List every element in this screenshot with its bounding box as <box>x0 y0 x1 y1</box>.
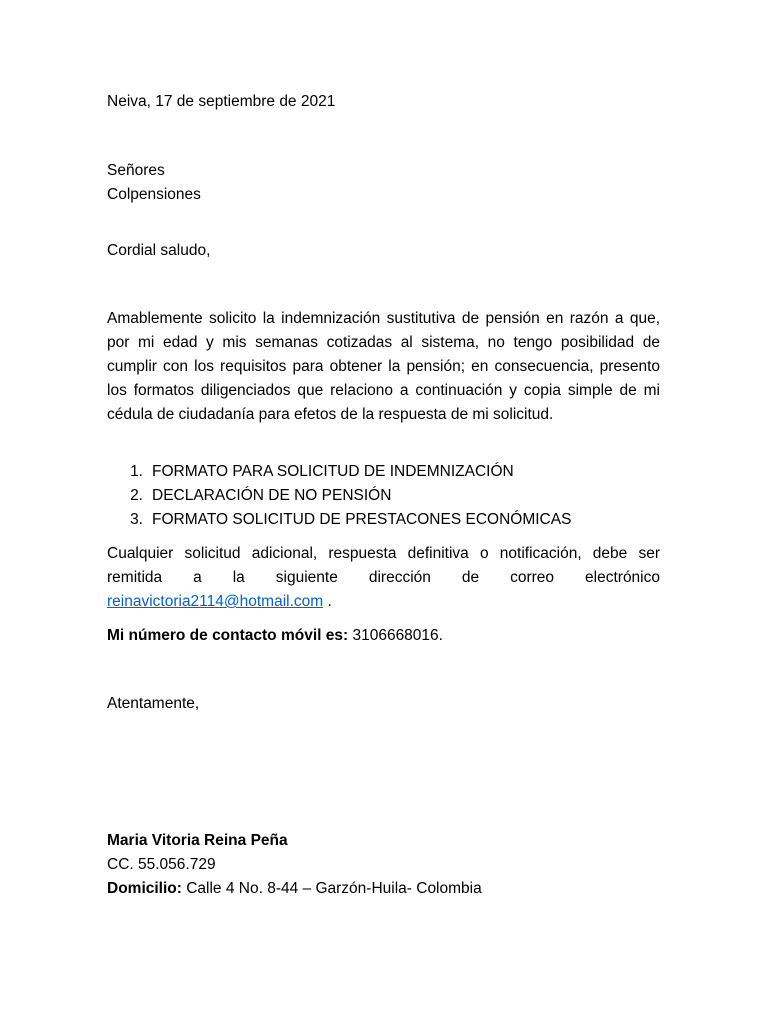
list-item <box>107 508 660 532</box>
contact-line: Cualquier solicitud adicional, respuesta definitiva o notificación, debe ser <box>107 545 660 562</box>
list-item <box>107 484 660 508</box>
address-value: Calle 4 No. 8-44 – Garzón-Huila- Colombia <box>181 880 482 897</box>
recipient-block <box>107 159 660 207</box>
address-label: Domicilio: <box>107 880 182 897</box>
signature-block <box>107 829 660 901</box>
list-item-text: DECLARACIÓN DE NO PENSIÓN <box>152 487 392 504</box>
closing: Atentamente, <box>107 695 200 712</box>
list-item-number: 2. <box>130 487 143 504</box>
formats-list <box>107 460 660 532</box>
email-trailing-text: . <box>323 593 332 610</box>
email-link[interactable]: reinavictoria2114@hotmail.com <box>107 593 324 610</box>
list-item-number: 3. <box>130 511 143 528</box>
signatory-name: Maria Vitoria Reina Peña <box>107 832 288 849</box>
phone-line <box>107 624 660 648</box>
phone-label: Mi número de contacto móvil es: <box>107 627 349 644</box>
greeting: Cordial saludo, <box>107 242 211 259</box>
recipient-line: Señores <box>107 162 165 179</box>
list-item-text: FORMATO SOLICITUD DE PRESTACONES ECONÓMICAS <box>152 511 572 528</box>
body-paragraph: Amablemente solicito la indemnización sustitutiva de pensión en razón a que, por mi edad y mis semanas cotizadas al sistema, no tengo posibilidad de cumplir con los requisitos para obtener la pensión; en consecuencia, presento los formatos diligenciados que relaciono a continuación y copia simple de mi cédula de ciudadanía para efetos de la respuesta de mi solicitud. <box>107 310 660 423</box>
date-line: Neiva, 17 de septiembre de 2021 <box>107 93 336 110</box>
contact-line: remitida a la siguiente dirección de correo electrónico <box>107 569 660 586</box>
recipient-line: Colpensiones <box>107 186 201 203</box>
contact-email-line <box>107 590 660 614</box>
phone-number: 3106668016. <box>348 627 443 644</box>
signatory-id: CC. 55.056.729 <box>107 856 216 873</box>
list-item-number: 1. <box>130 463 143 480</box>
list-item-text: FORMATO PARA SOLICITUD DE INDEMNIZACIÓN <box>152 463 514 480</box>
contact-paragraph <box>107 542 660 614</box>
signatory-address <box>107 877 660 901</box>
list-item <box>107 460 660 484</box>
